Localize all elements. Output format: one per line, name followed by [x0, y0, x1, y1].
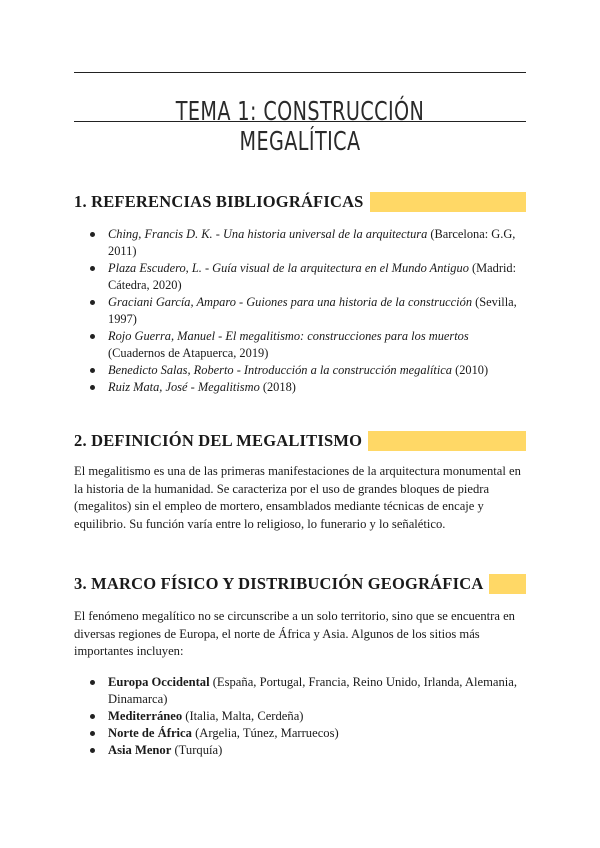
section-heading: [74, 429, 526, 453]
list-item: Rojo Guerra, Manuel - El megalitismo: construcciones para los muertos (Cuadernos de Atapuerca, 2019): [74, 328, 526, 362]
list-item: Benedicto Salas, Roberto - Introducción a la construcción megalítica (2010): [74, 362, 526, 379]
section-definition: [74, 429, 526, 533]
title-bottom-rule: [74, 121, 526, 122]
section-heading-text: 2. DEFINICIÓN DEL MEGALITISMO: [74, 431, 363, 450]
document-title: TEMA 1: CONSTRUCCIÓN MEGALÍTICA: [175, 97, 425, 158]
list-item: Asia Menor (Turquía): [74, 742, 526, 759]
geography-paragraph: El fenómeno megalítico no se circunscribe a un solo territorio, sino que se encuentra en diversas regiones de Europa, el norte de África y Asia. Algunos de los sitios más importantes incluyen:: [74, 609, 515, 658]
list-item: Ruiz Mata, José - Megalitismo (2018): [74, 379, 526, 396]
title-top-rule: [74, 72, 526, 73]
section-references: [74, 190, 526, 396]
list-item: Europa Occidental (España, Portugal, Francia, Reino Unido, Irlanda, Alemania, Dinamarca): [74, 674, 526, 708]
section-heading: [74, 190, 526, 214]
section-heading-text: 1. REFERENCIAS BIBLIOGRÁFICAS: [74, 192, 364, 211]
section-heading-text: 3. MARCO FÍSICO Y DISTRIBUCIÓN GEOGRÁFICA: [74, 574, 484, 593]
list-item: Ching, Francis D. K. - Una historia universal de la arquitectura (Barcelona: G.G, 2011): [74, 226, 526, 260]
section-heading: [74, 572, 526, 596]
section-geography: [74, 572, 526, 759]
definition-paragraph: El megalitismo es una de las primeras manifestaciones de la arquitectura monumental en la historia de la humanidad. Se caracteriza por el uso de grandes bloques de piedra (megalitos) sin el empleo de mortero, ensamblados mediante técnicas de encaje y equilibrio. Su función varía entre lo religioso, lo funerario y lo señalético.: [74, 464, 521, 531]
heading-highlight: [370, 192, 526, 212]
reference-list: [74, 226, 526, 396]
list-item: Plaza Escudero, L. - Guía visual de la arquitectura en el Mundo Antiguo (Madrid: Cátedra, 2020): [74, 260, 526, 294]
heading-highlight: [368, 431, 526, 451]
region-list: [74, 674, 526, 759]
heading-highlight: [489, 574, 526, 594]
list-item: Norte de África (Argelia, Túnez, Marruecos): [74, 725, 526, 742]
list-item: Mediterráneo (Italia, Malta, Cerdeña): [74, 708, 526, 725]
list-item: Graciani García, Amparo - Guiones para una historia de la construcción (Sevilla, 1997): [74, 294, 526, 328]
